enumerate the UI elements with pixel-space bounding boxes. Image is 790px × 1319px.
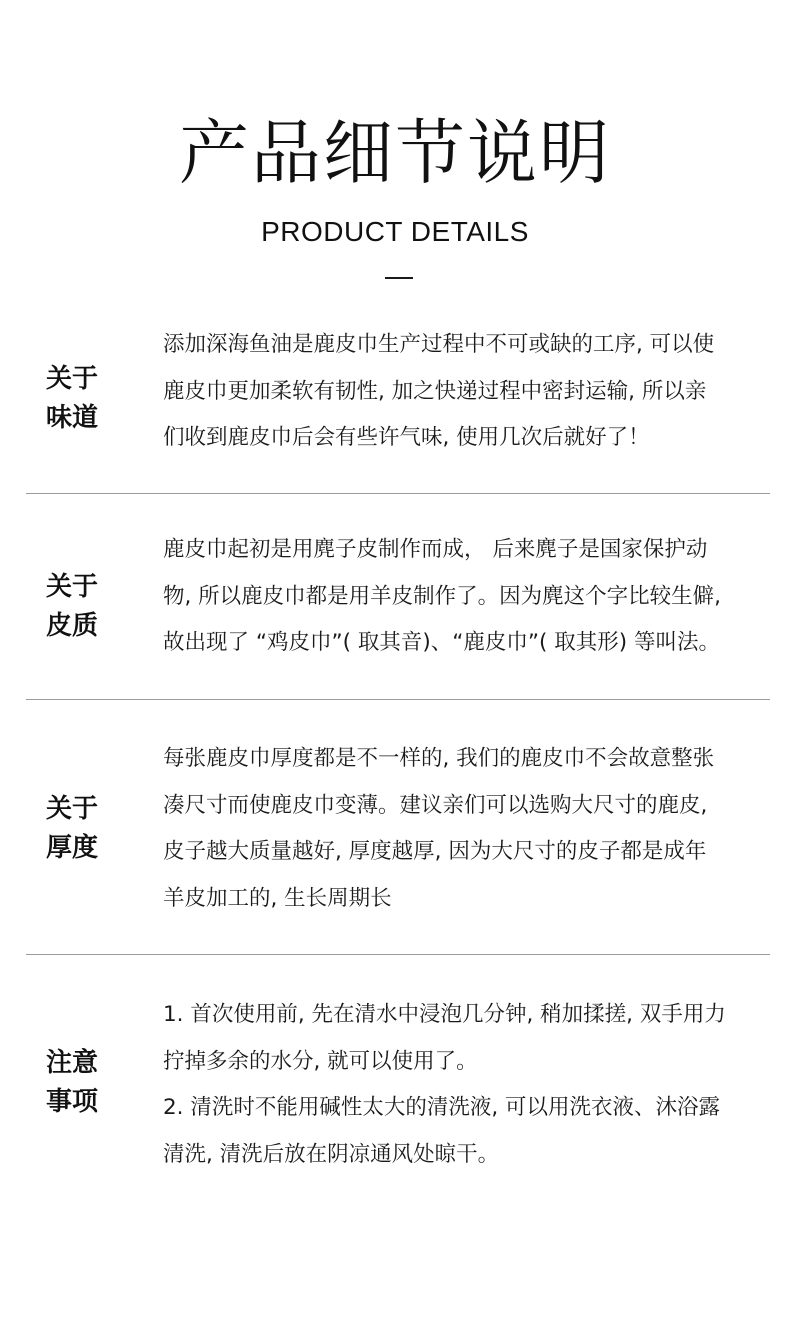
section-label-line: 关于 <box>46 572 99 602</box>
text-line: 凑尺寸而使鹿皮巾变薄。建议亲们可以选购大尺寸的鹿皮, <box>163 792 708 818</box>
section-label-thickness <box>46 790 106 868</box>
text-line: 添加深海鱼油是鹿皮巾生产过程中不可或缺的工序, 可以使 <box>163 332 715 357</box>
text-line: 1. 首次使用前, 先在清水中浸泡几分钟, 稍加揉搓, 双手用力 <box>163 1002 726 1027</box>
text-line: 故出现了 “鸡皮巾”( 取其音)、“鹿皮巾”( 取其形) 等叫法。 <box>163 630 720 655</box>
section-label-line: 味道 <box>46 403 99 433</box>
text-line: 羊皮加工的, 生长周期长 <box>163 885 392 911</box>
text-line: 物, 所以鹿皮巾都是用羊皮制作了。因为麂这个字比较生僻, <box>163 583 722 609</box>
page-subtitle: PRODUCT DETAILS <box>261 216 529 247</box>
section-label-line: 厚度 <box>46 833 99 863</box>
text-line: 皮子越大质量越好, 厚度越厚, 因为大尺寸的皮子都是成年 <box>163 839 707 864</box>
text-line: 们收到鹿皮巾后会有些许气味, 使用几次后就好了！ <box>163 425 650 450</box>
section-label-material <box>46 568 106 646</box>
section-divider <box>26 699 770 700</box>
page-title: 产品细节说明 <box>179 112 611 194</box>
section-label-line: 注意 <box>46 1048 99 1078</box>
section-divider <box>26 493 770 494</box>
text-line: 鹿皮巾更加柔软有韧性, 加之快递过程中密封运输, 所以亲 <box>163 378 707 404</box>
section-label-smell <box>46 360 106 438</box>
section-divider <box>26 954 770 955</box>
section-text-material <box>163 527 753 667</box>
title-underline-dash <box>385 277 413 279</box>
section-label-line: 皮质 <box>46 611 99 641</box>
text-line: 拧掉多余的水分, 就可以使用了。 <box>163 1048 478 1074</box>
text-line: 清洗, 清洗后放在阴凉通风处晾干。 <box>163 1141 500 1167</box>
text-line: 每张鹿皮巾厚度都是不一样的, 我们的鹿皮巾不会故意整张 <box>163 746 715 771</box>
section-text-notes <box>163 992 753 1178</box>
section-label-line: 关于 <box>46 364 99 394</box>
section-label-line: 事项 <box>46 1087 99 1117</box>
text-line: 2. 清洗时不能用碱性太大的清洗液, 可以用洗衣液、沐浴露 <box>163 1095 721 1120</box>
text-line: 鹿皮巾起初是用麂子皮制作而成， 后来麂子是国家保护动 <box>163 537 708 562</box>
section-text-thickness <box>163 736 753 922</box>
section-label-notes <box>46 1044 106 1122</box>
section-text-smell <box>163 322 753 462</box>
section-label-line: 关于 <box>46 794 99 824</box>
